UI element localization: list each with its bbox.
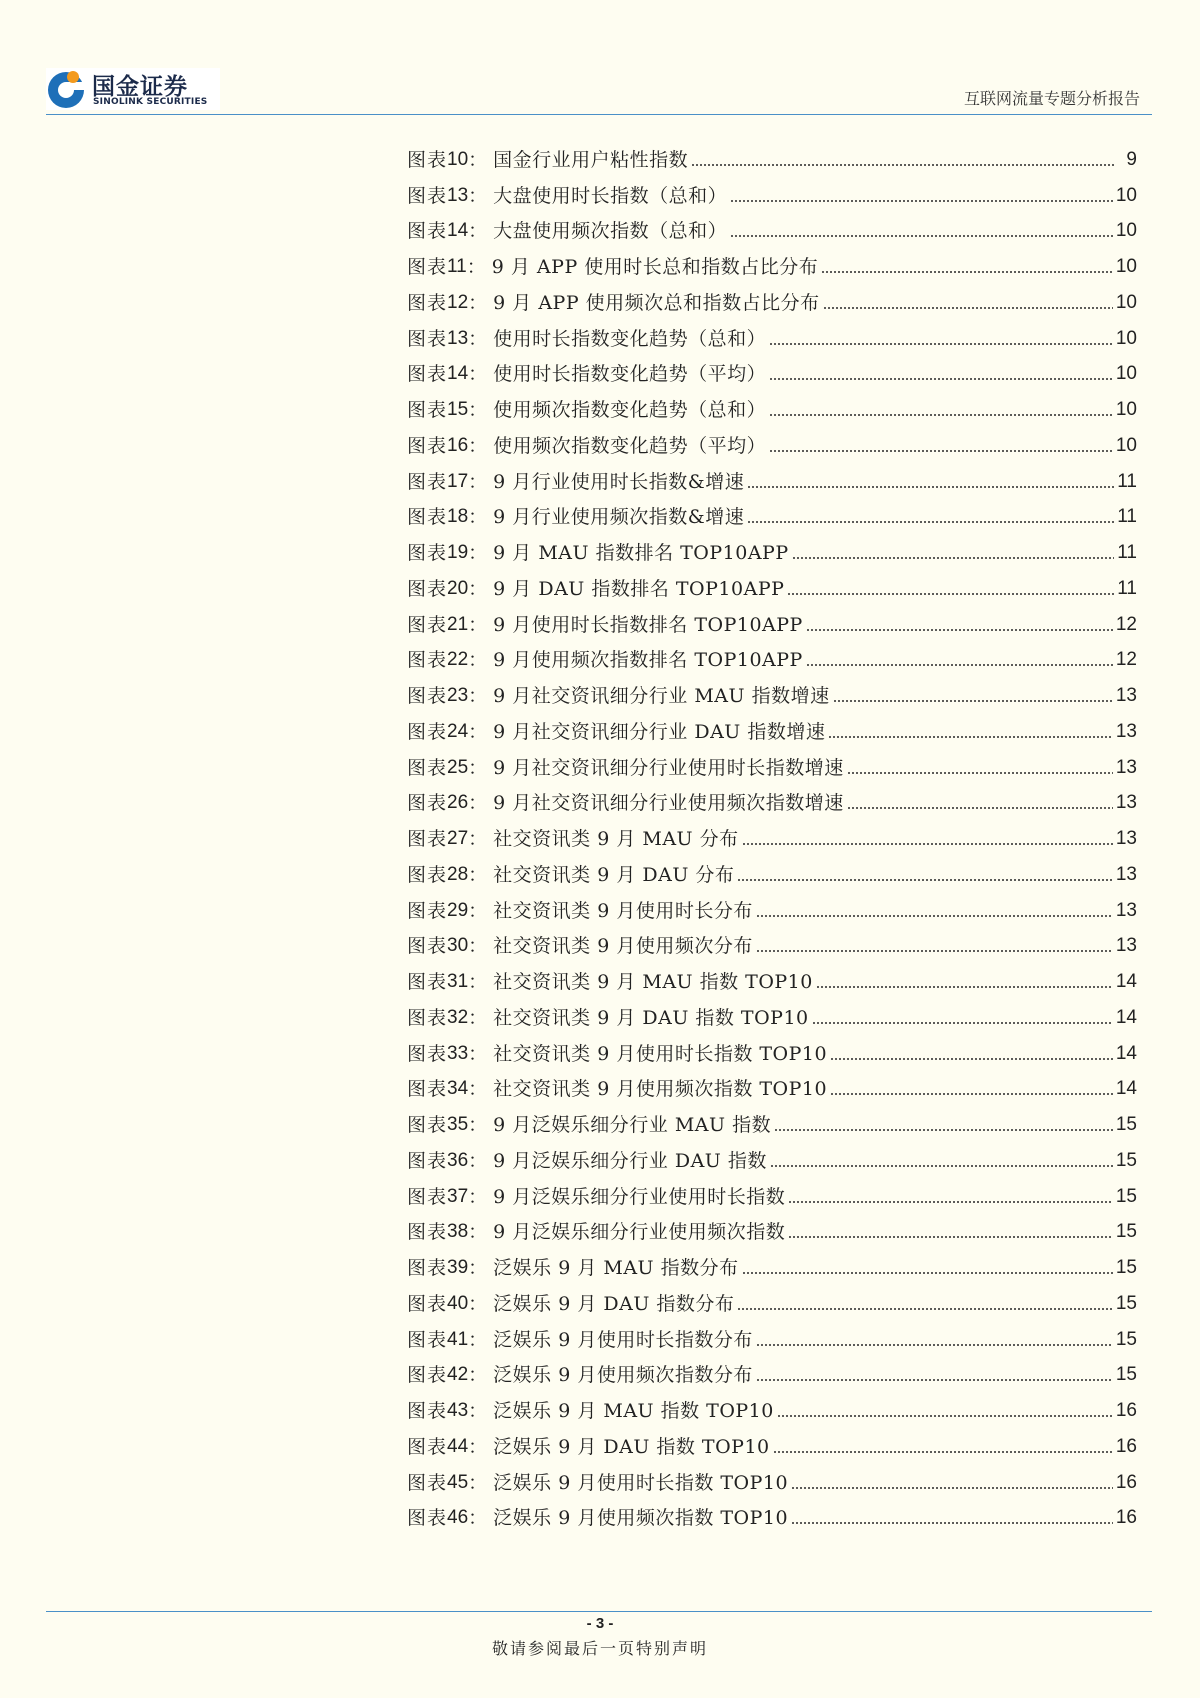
toc-entry[interactable]: [407, 1286, 1137, 1322]
logo-chinese-name: 国金证券: [92, 74, 188, 100]
toc-entry-number: 14: [447, 220, 469, 242]
toc-entry[interactable]: [407, 1358, 1137, 1394]
toc-entry-page: 10: [1115, 220, 1137, 242]
toc-dot-leader: [788, 1234, 1113, 1240]
toc-entry-label: 图表: [407, 685, 448, 708]
toc-entry-label: 图表: [407, 1149, 448, 1172]
toc-entry-number: 13: [447, 184, 469, 206]
toc-entry-title: 泛娱乐 9 月 DAU 指数分布: [493, 1292, 735, 1315]
toc-dot-leader: [830, 1091, 1113, 1097]
toc-entry[interactable]: [407, 750, 1137, 786]
toc-entry[interactable]: [407, 214, 1137, 250]
toc-dot-leader: [773, 1449, 1113, 1455]
figure-list: [407, 142, 1137, 1536]
toc-entry-separator: ：: [468, 1185, 488, 1208]
toc-entry-title: 泛娱乐 9 月使用时长指数分布: [493, 1328, 753, 1351]
toc-entry-number: 27: [447, 828, 469, 850]
toc-entry-separator: ：: [468, 327, 488, 350]
toc-entry-title: 泛娱乐 9 月 MAU 指数 TOP10: [493, 1400, 774, 1423]
toc-entry[interactable]: [407, 1179, 1137, 1215]
toc-entry-separator: ：: [468, 828, 488, 851]
toc-entry-number: 15: [447, 399, 469, 421]
toc-entry-title: 使用频次指数变化趋势（平均）: [493, 434, 767, 457]
toc-entry-label: 图表: [407, 971, 448, 994]
toc-entry-separator: ：: [468, 863, 488, 886]
toc-entry-number: 21: [447, 613, 469, 635]
toc-entry-separator: ：: [468, 434, 488, 457]
toc-entry[interactable]: [407, 535, 1137, 571]
toc-entry-number: 36: [447, 1149, 469, 1171]
toc-entry-label: 图表: [407, 1006, 448, 1029]
toc-entry-title: 社交资讯类 9 月 MAU 指数 TOP10: [493, 971, 813, 994]
toc-entry-title: 9 月 APP 使用频次总和指数占比分布: [493, 291, 820, 314]
toc-entry-number: 40: [447, 1292, 469, 1314]
toc-entry-title: 9 月 APP 使用时长总和指数占比分布: [491, 256, 819, 279]
toc-entry-label: 图表: [407, 1078, 448, 1101]
toc-entry-page: 16: [1115, 1435, 1137, 1457]
toc-entry-page: 10: [1115, 184, 1137, 206]
toc-entry-label: 图表: [407, 291, 448, 314]
toc-dot-leader: [756, 948, 1113, 954]
toc-entry-number: 28: [447, 863, 469, 885]
toc-entry-number: 13: [447, 327, 469, 349]
toc-entry-number: 45: [447, 1471, 469, 1493]
toc-dot-leader: [787, 591, 1114, 597]
toc-entry-separator: ：: [468, 1292, 488, 1315]
toc-entry-page: 13: [1115, 685, 1137, 707]
toc-entry[interactable]: [407, 321, 1137, 357]
toc-entry[interactable]: [407, 392, 1137, 428]
toc-entry[interactable]: [407, 643, 1137, 679]
toc-entry[interactable]: [407, 893, 1137, 929]
toc-entry-page: 15: [1115, 1185, 1137, 1207]
toc-dot-leader: [737, 1306, 1112, 1312]
toc-entry-page: 14: [1115, 1078, 1137, 1100]
toc-entry-title: 9 月使用频次指数排名 TOP10APP: [493, 649, 803, 672]
toc-entry-separator: ：: [468, 220, 488, 243]
toc-dot-leader: [774, 1127, 1113, 1133]
toc-entry-number: 26: [447, 792, 469, 814]
toc-dot-leader: [742, 1270, 1113, 1276]
toc-entry[interactable]: [407, 607, 1137, 643]
sinolink-logo-icon: [46, 68, 86, 110]
toc-dot-leader: [833, 698, 1113, 704]
toc-entry[interactable]: [407, 357, 1137, 393]
toc-entry[interactable]: [407, 428, 1137, 464]
toc-entry-separator: ：: [468, 720, 488, 743]
toc-entry-separator: ：: [468, 1364, 488, 1387]
toc-entry-label: 图表: [407, 935, 448, 958]
toc-entry[interactable]: [407, 1429, 1137, 1465]
toc-entry-page: 16: [1115, 1471, 1137, 1493]
toc-entry-label: 图表: [407, 220, 448, 243]
toc-dot-leader: [747, 519, 1114, 525]
toc-dot-leader: [691, 162, 1114, 168]
toc-entry-title: 9 月社交资讯细分行业使用频次指数增速: [493, 792, 844, 815]
toc-entry-label: 图表: [407, 1471, 448, 1494]
toc-entry-title: 9 月泛娱乐细分行业 MAU 指数: [493, 1114, 772, 1137]
toc-entry-page: 13: [1115, 792, 1137, 814]
toc-entry-title: 社交资讯类 9 月 DAU 分布: [493, 863, 735, 886]
toc-entry-page: 12: [1115, 649, 1137, 671]
toc-entry-label: 图表: [407, 720, 448, 743]
toc-entry-label: 图表: [407, 863, 448, 886]
toc-entry[interactable]: [407, 1107, 1137, 1143]
toc-dot-leader: [830, 1056, 1113, 1062]
toc-entry-separator: ：: [468, 1400, 488, 1423]
toc-entry-title: 泛娱乐 9 月使用频次指数分布: [493, 1364, 753, 1387]
toc-entry-label: 图表: [407, 470, 448, 493]
toc-entry-label: 图表: [407, 756, 448, 779]
toc-entry[interactable]: [407, 1215, 1137, 1251]
toc-entry-separator: ：: [468, 1435, 488, 1458]
toc-entry[interactable]: [407, 1465, 1137, 1501]
toc-entry-number: 41: [447, 1328, 469, 1350]
toc-dot-leader: [742, 841, 1113, 847]
toc-entry-title: 社交资讯类 9 月 DAU 指数 TOP10: [493, 1006, 809, 1029]
toc-entry-label: 图表: [407, 1364, 448, 1387]
toc-entry[interactable]: [407, 1036, 1137, 1072]
toc-entry-number: 38: [447, 1221, 469, 1243]
toc-entry[interactable]: [407, 1322, 1137, 1358]
toc-dot-leader: [791, 1520, 1113, 1526]
toc-entry-label: 图表: [407, 399, 448, 422]
toc-entry-number: 18: [447, 506, 469, 528]
toc-entry-title: 泛娱乐 9 月 DAU 指数 TOP10: [493, 1435, 770, 1458]
toc-dot-leader: [737, 877, 1112, 883]
toc-entry-separator: ：: [468, 1471, 488, 1494]
toc-entry-label: 图表: [407, 1257, 448, 1280]
toc-entry-separator: ：: [468, 1221, 488, 1244]
toc-entry-label: 图表: [407, 577, 448, 600]
toc-entry-number: 39: [447, 1257, 469, 1279]
toc-dot-leader: [812, 1020, 1113, 1026]
toc-entry-page: 11: [1117, 506, 1137, 528]
toc-entry-label: 图表: [407, 1435, 448, 1458]
toc-entry-title: 9 月泛娱乐细分行业使用频次指数: [493, 1221, 786, 1244]
toc-entry-page: 10: [1115, 327, 1137, 349]
toc-entry-separator: ：: [468, 1006, 488, 1029]
toc-entry-page: 13: [1115, 756, 1137, 778]
toc-entry-page: 15: [1115, 1221, 1137, 1243]
toc-entry-page: 9: [1126, 148, 1137, 170]
toc-entry-page: 13: [1115, 828, 1137, 850]
toc-entry-number: 33: [447, 1042, 469, 1064]
toc-entry-label: 图表: [407, 1292, 448, 1315]
toc-entry-number: 19: [447, 542, 469, 564]
toc-entry[interactable]: [407, 857, 1137, 893]
toc-entry-number: 10: [447, 148, 469, 170]
toc-entry[interactable]: [407, 571, 1137, 607]
footer-divider: [46, 1611, 1152, 1612]
toc-entry-title: 9 月 DAU 指数排名 TOP10APP: [493, 577, 785, 600]
toc-dot-leader: [791, 1485, 1113, 1491]
toc-entry-page: 15: [1115, 1328, 1137, 1350]
toc-entry[interactable]: [407, 714, 1137, 750]
toc-entry-title: 9 月使用时长指数排名 TOP10APP: [493, 613, 803, 636]
toc-entry-number: 16: [447, 434, 469, 456]
toc-entry[interactable]: [407, 1143, 1137, 1179]
toc-entry-label: 图表: [407, 1042, 448, 1065]
toc-entry-separator: ：: [468, 1114, 488, 1137]
toc-entry-number: 29: [447, 899, 469, 921]
toc-entry-separator: ：: [468, 542, 488, 565]
toc-entry-label: 图表: [407, 363, 448, 386]
toc-dot-leader: [769, 412, 1113, 418]
toc-entry-title: 9 月社交资讯细分行业 MAU 指数增速: [493, 685, 830, 708]
toc-entry-number: 35: [447, 1114, 469, 1136]
toc-dot-leader: [730, 198, 1113, 204]
toc-entry-title: 9 月社交资讯细分行业 DAU 指数增速: [493, 720, 826, 743]
toc-dot-leader: [730, 233, 1113, 239]
toc-entry-title: 使用频次指数变化趋势（总和）: [493, 399, 767, 422]
toc-entry-page: 15: [1115, 1149, 1137, 1171]
toc-entry-number: 22: [447, 649, 469, 671]
toc-entry-page: 13: [1115, 863, 1137, 885]
toc-entry-label: 图表: [407, 1185, 448, 1208]
toc-entry-label: 图表: [407, 1221, 448, 1244]
toc-entry[interactable]: [407, 500, 1137, 536]
toc-entry[interactable]: [407, 1501, 1137, 1537]
disclaimer-text: 敬请参阅最后一页特别声明: [491, 1639, 708, 1658]
toc-entry[interactable]: [407, 964, 1137, 1000]
toc-dot-leader: [821, 269, 1113, 275]
toc-entry-page: 15: [1115, 1114, 1137, 1136]
logo-english-name: SINOLINK SECURITIES: [93, 97, 208, 107]
toc-dot-leader: [747, 484, 1114, 490]
toc-entry-separator: ：: [468, 1507, 488, 1530]
toc-entry[interactable]: [407, 1000, 1137, 1036]
toc-entry-page: 15: [1115, 1364, 1137, 1386]
toc-dot-leader: [847, 770, 1113, 776]
toc-entry-label: 图表: [407, 184, 448, 207]
page-header: [46, 66, 1152, 116]
toc-entry-title: 9 月行业使用时长指数&增速: [493, 470, 745, 493]
toc-entry-number: 37: [447, 1185, 469, 1207]
toc-entry-separator: ：: [468, 756, 488, 779]
toc-entry-number: 23: [447, 685, 469, 707]
toc-entry-page: 13: [1115, 720, 1137, 742]
toc-entry-page: 11: [1117, 470, 1137, 492]
toc-entry-label: 图表: [407, 649, 448, 672]
toc-dot-leader: [769, 376, 1113, 382]
toc-entry-title: 泛娱乐 9 月 MAU 指数分布: [493, 1257, 739, 1280]
toc-dot-leader: [756, 1342, 1113, 1348]
toc-entry-separator: ：: [468, 792, 488, 815]
toc-entry-label: 图表: [407, 327, 448, 350]
toc-entry-title: 社交资讯类 9 月使用时长分布: [493, 899, 753, 922]
toc-entry[interactable]: [407, 1250, 1137, 1286]
toc-entry-number: 17: [447, 470, 469, 492]
toc-entry-page: 10: [1115, 434, 1137, 456]
toc-entry-page: 14: [1115, 1042, 1137, 1064]
toc-entry-number: 34: [447, 1078, 469, 1100]
page-number: - 3 -: [586, 1615, 614, 1632]
toc-entry-title: 使用时长指数变化趋势（平均）: [493, 363, 767, 386]
toc-entry-number: 20: [447, 577, 469, 599]
toc-entry-number: 11: [447, 256, 467, 278]
toc-entry[interactable]: [407, 464, 1137, 500]
toc-entry-separator: ：: [468, 1149, 488, 1172]
toc-entry-title: 社交资讯类 9 月使用时长指数 TOP10: [493, 1042, 828, 1065]
toc-entry[interactable]: [407, 678, 1137, 714]
toc-entry-title: 泛娱乐 9 月使用频次指数 TOP10: [493, 1507, 789, 1530]
toc-dot-leader: [806, 662, 1113, 668]
toc-entry-number: 30: [447, 935, 469, 957]
toc-entry-page: 13: [1115, 935, 1137, 957]
toc-entry[interactable]: [407, 142, 1137, 178]
toc-entry-page: 10: [1115, 363, 1137, 385]
toc-entry-number: 12: [447, 291, 469, 313]
toc-entry-title: 国金行业用户粘性指数: [493, 148, 689, 171]
company-logo: [46, 68, 220, 110]
toc-entry-label: 图表: [407, 1114, 448, 1137]
toc-entry-title: 9 月社交资讯细分行业使用时长指数增速: [493, 756, 844, 779]
toc-entry-title: 9 月 MAU 指数排名 TOP10APP: [493, 542, 789, 565]
toc-entry-separator: ：: [468, 1328, 488, 1351]
toc-dot-leader: [777, 1413, 1113, 1419]
toc-entry[interactable]: [407, 1393, 1137, 1429]
toc-dot-leader: [847, 805, 1113, 811]
toc-entry-number: 14: [447, 363, 469, 385]
toc-entry-label: 图表: [407, 506, 448, 529]
toc-entry[interactable]: [407, 786, 1137, 822]
toc-entry-number: 25: [447, 756, 469, 778]
toc-entry-page: 15: [1115, 1292, 1137, 1314]
toc-entry-label: 图表: [407, 148, 448, 171]
toc-entry-page: 10: [1115, 399, 1137, 421]
toc-entry-label: 图表: [407, 613, 448, 636]
toc-entry[interactable]: [407, 249, 1137, 285]
toc-dot-leader: [770, 1163, 1113, 1169]
toc-entry-separator: ：: [468, 363, 488, 386]
toc-entry[interactable]: [407, 929, 1137, 965]
toc-entry-number: 44: [447, 1435, 469, 1457]
toc-dot-leader: [756, 913, 1113, 919]
header-divider: [46, 114, 1152, 115]
toc-dot-leader: [769, 448, 1113, 454]
toc-dot-leader: [816, 984, 1113, 990]
toc-dot-leader: [828, 734, 1113, 740]
toc-entry-label: 图表: [407, 1328, 448, 1351]
toc-entry[interactable]: [407, 285, 1137, 321]
toc-entry-title: 使用时长指数变化趋势（总和）: [493, 327, 767, 350]
toc-entry-label: 图表: [407, 828, 448, 851]
toc-entry-label: 图表: [407, 1507, 448, 1530]
toc-dot-leader: [806, 627, 1113, 633]
toc-entry-title: 社交资讯类 9 月使用频次指数 TOP10: [493, 1078, 828, 1101]
toc-dot-leader: [823, 305, 1113, 311]
toc-entry-page: 11: [1117, 542, 1137, 564]
toc-entry-title: 大盘使用频次指数（总和）: [493, 220, 728, 243]
toc-dot-leader: [792, 555, 1114, 561]
toc-entry-title: 泛娱乐 9 月使用时长指数 TOP10: [493, 1471, 789, 1494]
toc-entry-separator: ：: [468, 1257, 488, 1280]
toc-entry-title: 社交资讯类 9 月使用频次分布: [493, 935, 753, 958]
toc-entry-title: 大盘使用时长指数（总和）: [493, 184, 728, 207]
toc-entry-number: 31: [447, 971, 469, 993]
toc-entry-separator: ：: [468, 1042, 488, 1065]
toc-entry[interactable]: [407, 821, 1137, 857]
toc-entry-page: 15: [1115, 1257, 1137, 1279]
toc-entry-label: 图表: [407, 1400, 448, 1423]
toc-entry-separator: ：: [466, 256, 486, 279]
report-title: 互联网流量专题分析报告: [963, 89, 1140, 108]
toc-entry-separator: ：: [468, 291, 488, 314]
toc-entry-label: 图表: [407, 256, 448, 279]
toc-entry-label: 图表: [407, 542, 448, 565]
toc-entry[interactable]: [407, 1072, 1137, 1108]
toc-entry-title: 9 月泛娱乐细分行业 DAU 指数: [493, 1149, 767, 1172]
toc-entry-separator: ：: [468, 685, 488, 708]
toc-entry-separator: ：: [468, 899, 488, 922]
toc-entry-title: 社交资讯类 9 月 MAU 分布: [493, 828, 739, 851]
toc-entry-separator: ：: [468, 649, 488, 672]
toc-entry-page: 11: [1117, 577, 1137, 599]
toc-entry-number: 42: [447, 1364, 469, 1386]
toc-entry-separator: ：: [468, 399, 488, 422]
toc-entry-title: 9 月泛娱乐细分行业使用时长指数: [493, 1185, 786, 1208]
toc-entry-separator: ：: [468, 577, 488, 600]
toc-entry-separator: ：: [468, 506, 488, 529]
toc-entry-separator: ：: [468, 935, 488, 958]
toc-entry-number: 43: [447, 1400, 469, 1422]
toc-entry-page: 12: [1115, 613, 1137, 635]
toc-entry-separator: ：: [468, 184, 488, 207]
toc-entry-separator: ：: [468, 470, 488, 493]
toc-entry-page: 10: [1115, 256, 1137, 278]
toc-entry-label: 图表: [407, 899, 448, 922]
toc-entry-separator: ：: [468, 148, 488, 171]
toc-entry-title: 9 月行业使用频次指数&增速: [493, 506, 745, 529]
toc-entry-label: 图表: [407, 434, 448, 457]
toc-entry-page: 13: [1115, 899, 1137, 921]
toc-dot-leader: [788, 1199, 1113, 1205]
toc-entry-number: 24: [447, 720, 469, 742]
toc-entry-separator: ：: [468, 1078, 488, 1101]
toc-dot-leader: [769, 341, 1113, 347]
toc-entry-page: 14: [1115, 1006, 1137, 1028]
toc-entry-page: 10: [1115, 291, 1137, 313]
toc-entry-number: 46: [447, 1507, 469, 1529]
toc-entry-separator: ：: [468, 971, 488, 994]
toc-entry[interactable]: [407, 178, 1137, 214]
toc-entry-label: 图表: [407, 792, 448, 815]
toc-dot-leader: [756, 1377, 1113, 1383]
toc-entry-page: 14: [1115, 971, 1137, 993]
toc-entry-page: 16: [1115, 1507, 1137, 1529]
toc-entry-page: 16: [1115, 1400, 1137, 1422]
toc-entry-separator: ：: [468, 613, 488, 636]
toc-entry-number: 32: [447, 1006, 469, 1028]
